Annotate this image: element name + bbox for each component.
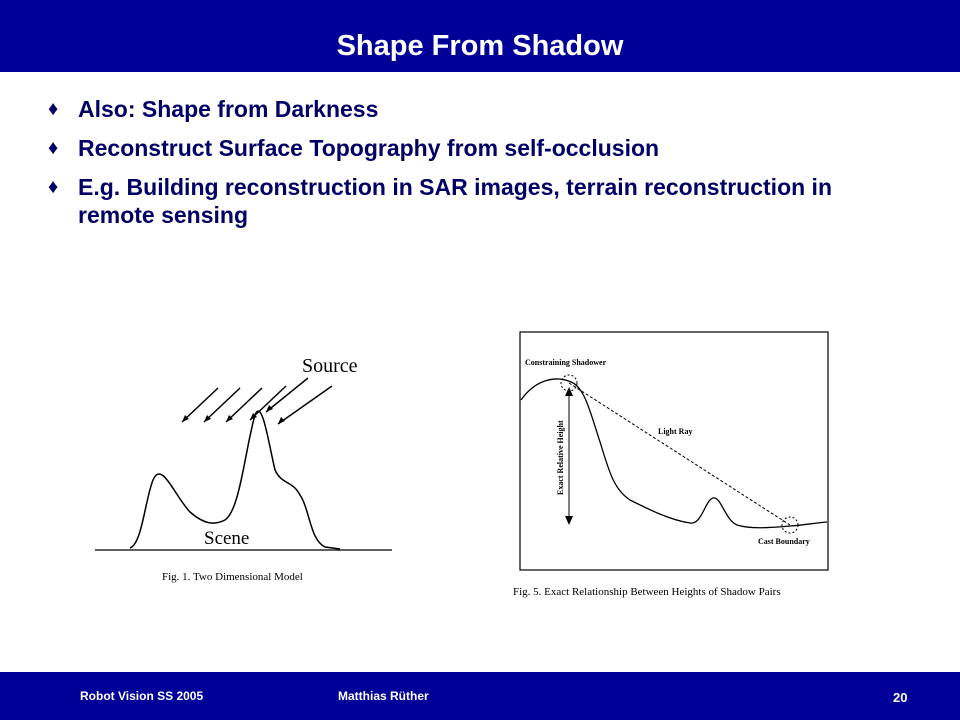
slide-title: Shape From Shadow [336, 30, 624, 62]
bullet-item [48, 95, 908, 123]
footer-bar [0, 672, 960, 720]
footer-course: Robot Vision SS 2005 [80, 689, 204, 703]
diamond-bullet-icon: ♦ [48, 98, 59, 120]
light-arrows [182, 378, 332, 424]
height-label: Exact Relative Height [556, 420, 565, 495]
source-label: Source [302, 355, 358, 377]
figure5-caption: Fig. 5. Exact Relationship Between Heights of Shadow Pairs [513, 586, 781, 598]
shadower-label: Constraining Shadower [525, 358, 607, 367]
page-number: 20 [893, 690, 908, 705]
title-bar [0, 0, 960, 72]
figure1-caption: Fig. 1. Two Dimensional Model [162, 571, 303, 583]
boundary-label: Cast Boundary [758, 537, 810, 546]
bullet-text: E.g. Building reconstruction in SAR images, terrain reconstruction in remote sensing [78, 174, 832, 228]
bullet-text: Reconstruct Surface Topography from self-occlusion [78, 135, 660, 161]
figure-two-dimensional-model [90, 340, 400, 590]
diamond-bullet-icon: ♦ [48, 176, 59, 198]
footer-author: Matthias Rüther [338, 689, 429, 703]
bullet-text: Also: Shape from Darkness [78, 96, 379, 122]
scene-label: Scene [204, 528, 250, 549]
bullet-item [48, 173, 908, 229]
diamond-bullet-icon: ♦ [48, 137, 59, 159]
figure1-drawing [90, 340, 400, 590]
light-ray-label: Light Ray [658, 427, 693, 436]
figure5-drawing [505, 325, 845, 605]
bullet-item [48, 134, 908, 162]
bullet-list [48, 95, 908, 240]
figure-shadow-pairs [505, 325, 845, 605]
